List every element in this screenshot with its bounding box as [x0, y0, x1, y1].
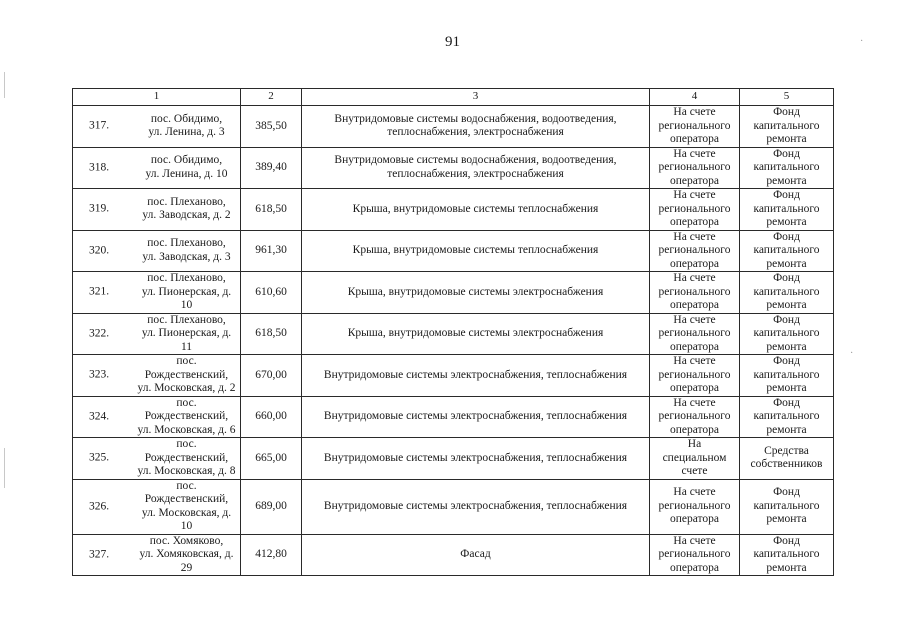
account-line: регионального — [658, 161, 731, 173]
account-line: регионального — [658, 368, 731, 381]
row-number: 317. — [89, 119, 110, 132]
account-line: На счете — [673, 355, 716, 367]
funding-line: ремонта — [766, 133, 807, 145]
funding-line: капитального — [753, 119, 820, 132]
account-line: регионального — [658, 202, 731, 215]
account-line: регионального — [658, 327, 731, 339]
works-cell: Внутридомовые системы водоснабжения, водоотведения, теплоснабжения, электроснабжения — [302, 106, 650, 148]
row-number: 325. — [89, 451, 110, 464]
funding-cell — [740, 106, 834, 148]
funding-cell — [740, 272, 834, 314]
table-body — [73, 106, 834, 576]
address-settlement: пос. Рождественский, — [144, 438, 229, 464]
table-row — [73, 106, 834, 148]
account-line: На счете — [673, 189, 716, 201]
address-settlement: пос. Хомяково, — [149, 534, 224, 547]
account-line: регионального — [658, 244, 731, 256]
address-street: ул. Пионерская, д. 10 — [141, 285, 232, 311]
repair-table — [72, 88, 834, 576]
table-row — [73, 272, 834, 314]
account-line: регионального — [658, 499, 731, 512]
address-settlement: пос. Плеханово, — [147, 272, 226, 284]
area-cell: 665,00 — [241, 438, 302, 480]
funding-cell — [740, 479, 834, 534]
scan-edge-mark-top — [4, 72, 5, 98]
funding-line: капитального — [753, 368, 820, 381]
account-line: оператора — [669, 382, 720, 394]
address-cell — [73, 534, 241, 576]
area-cell: 610,60 — [241, 272, 302, 314]
funding-line: ремонта — [766, 216, 807, 228]
scan-speck: · — [860, 36, 864, 47]
row-number: 326. — [89, 499, 110, 512]
address-street: ул. Пионерская, д. 11 — [141, 327, 232, 353]
address-cell — [73, 147, 241, 189]
funding-cell — [740, 230, 834, 272]
area-cell: 412,80 — [241, 534, 302, 576]
account-line: На счете — [673, 272, 716, 284]
address-street: ул. Заводская, д. 2 — [142, 209, 231, 222]
address-street: ул. Московская, д. 10 — [141, 506, 232, 532]
account-cell — [650, 438, 740, 480]
funding-line: ремонта — [766, 561, 807, 574]
address-street: ул. Московская, д. 6 — [137, 423, 236, 436]
funding-line: капитального — [753, 161, 820, 173]
area-cell: 689,00 — [241, 479, 302, 534]
funding-line: Фонд — [773, 189, 800, 201]
works-cell: Внутридомовые системы водоснабжения, водоотведения, теплоснабжения, электроснабжения — [302, 147, 650, 189]
account-line: оператора — [669, 423, 720, 436]
account-cell — [650, 189, 740, 231]
table-row — [73, 189, 834, 231]
works-cell: Крыша, внутридомовые системы теплоснабжения — [302, 189, 650, 231]
funding-line: капитального — [753, 327, 820, 339]
table-row — [73, 230, 834, 272]
address-cell — [73, 479, 241, 534]
table-row — [73, 438, 834, 480]
account-line: счете — [681, 465, 708, 477]
column-header: 2 — [241, 89, 302, 106]
account-line: На счете — [673, 396, 716, 409]
area-cell: 618,50 — [241, 189, 302, 231]
account-line: оператора — [669, 133, 720, 145]
account-line: регионального — [658, 285, 731, 298]
address-street: ул. Ленина, д. 3 — [148, 126, 225, 139]
account-line: На счете — [673, 313, 716, 326]
funding-line: капитального — [753, 202, 820, 215]
address-settlement: пос. Обидимо, — [150, 154, 223, 167]
address-settlement: пос. Рождественский, — [144, 396, 229, 422]
funding-line: Фонд — [773, 147, 800, 160]
funding-line: Фонд — [773, 106, 800, 118]
works-cell: Внутридомовые системы электроснабжения, теплоснабжения — [302, 355, 650, 397]
row-number: 327. — [89, 548, 110, 560]
address-cell — [73, 355, 241, 397]
funding-cell — [740, 355, 834, 397]
account-cell — [650, 396, 740, 438]
page-number: 91 — [445, 34, 460, 50]
funding-line: Фонд — [773, 313, 800, 326]
table-row — [73, 313, 834, 355]
address-settlement: пос. Плеханово, — [147, 195, 226, 208]
funding-cell — [740, 534, 834, 576]
area-cell: 670,00 — [241, 355, 302, 397]
address-cell — [73, 313, 241, 355]
address-cell — [73, 230, 241, 272]
funding-line: ремонта — [766, 340, 807, 353]
funding-line: Средства — [764, 444, 809, 457]
account-line: На счете — [673, 534, 716, 547]
funding-cell — [740, 438, 834, 480]
address-cell — [73, 272, 241, 314]
scan-edge-mark-bottom — [4, 448, 5, 488]
funding-line: Фонд — [773, 534, 800, 547]
funding-line: ремонта — [766, 513, 807, 526]
works-cell: Внутридомовые системы электроснабжения, теплоснабжения — [302, 479, 650, 534]
funding-line: ремонта — [766, 299, 807, 311]
table-row — [73, 534, 834, 576]
funding-line: ремонта — [766, 423, 807, 436]
address-street: ул. Ленина, д. 10 — [145, 167, 228, 180]
area-cell: 389,40 — [241, 147, 302, 189]
account-cell — [650, 106, 740, 148]
area-cell: 660,00 — [241, 396, 302, 438]
account-cell — [650, 313, 740, 355]
table-row — [73, 355, 834, 397]
account-line: На счете — [673, 230, 716, 243]
funding-line: капитального — [753, 244, 820, 256]
works-cell: Крыша, внутридомовые системы теплоснабжения — [302, 230, 650, 272]
column-header: 1 — [73, 89, 241, 106]
account-cell — [650, 147, 740, 189]
table-row — [73, 479, 834, 534]
funding-cell — [740, 189, 834, 231]
funding-line: Фонд — [773, 355, 800, 367]
account-line: оператора — [669, 257, 720, 270]
funding-line: ремонта — [766, 382, 807, 394]
account-line: На счете — [673, 106, 716, 118]
address-street: ул. Заводская, д. 3 — [142, 250, 231, 263]
account-line: оператора — [669, 513, 720, 526]
area-cell: 618,50 — [241, 313, 302, 355]
funding-line: Фонд — [773, 396, 800, 409]
address-settlement: пос. Рождественский, — [144, 355, 229, 381]
funding-line: ремонта — [766, 174, 807, 187]
works-cell: Внутридомовые системы электроснабжения, теплоснабжения — [302, 396, 650, 438]
row-number: 323. — [89, 368, 110, 381]
address-settlement: пос. Обидимо, — [150, 112, 223, 125]
address-street: ул. Московская, д. 2 — [137, 382, 236, 394]
funding-line: капитального — [753, 285, 820, 298]
account-cell — [650, 272, 740, 314]
table-row — [73, 147, 834, 189]
account-line: регионального — [658, 410, 731, 422]
funding-cell — [740, 313, 834, 355]
address-settlement: пос. Плеханово, — [147, 237, 226, 250]
funding-line: капитального — [753, 410, 820, 422]
works-cell: Фасад — [302, 534, 650, 576]
funding-line: ремонта — [766, 257, 807, 270]
table-header-row — [73, 89, 834, 106]
account-line: оператора — [669, 340, 720, 353]
address-cell — [73, 189, 241, 231]
account-cell — [650, 479, 740, 534]
account-line: На счете — [673, 147, 716, 160]
column-header: 5 — [740, 89, 834, 106]
funding-cell — [740, 396, 834, 438]
address-street: ул. Хомяковская, д. 29 — [139, 548, 234, 574]
row-number: 324. — [89, 410, 110, 422]
works-cell: Внутридомовые системы электроснабжения, теплоснабжения — [302, 438, 650, 480]
column-header: 3 — [302, 89, 650, 106]
account-line: оператора — [669, 299, 720, 311]
account-line: оператора — [669, 174, 720, 187]
account-cell — [650, 230, 740, 272]
column-header: 4 — [650, 89, 740, 106]
funding-line: капитального — [753, 499, 820, 512]
address-settlement: пос. Плеханово, — [147, 313, 226, 326]
address-settlement: пос. Рождественский, — [144, 479, 229, 505]
row-number: 319. — [89, 202, 110, 215]
area-cell: 961,30 — [241, 230, 302, 272]
table-row — [73, 396, 834, 438]
scan-speck: · — [850, 348, 854, 359]
area-cell: 385,50 — [241, 106, 302, 148]
account-line: На счете — [673, 486, 716, 499]
row-number: 318. — [89, 161, 110, 173]
account-line: регионального — [658, 119, 731, 132]
address-cell — [73, 106, 241, 148]
funding-cell — [740, 147, 834, 189]
row-number: 320. — [89, 244, 110, 256]
funding-line: Фонд — [773, 272, 800, 284]
account-line: На — [687, 438, 702, 450]
account-line: регионального — [658, 548, 731, 560]
works-cell: Крыша, внутридомовые системы электроснабжения — [302, 272, 650, 314]
account-cell — [650, 355, 740, 397]
row-number: 322. — [89, 327, 110, 339]
address-cell — [73, 438, 241, 480]
funding-line: капитального — [753, 548, 820, 560]
row-number: 321. — [89, 285, 110, 298]
account-line: специальном — [662, 451, 727, 464]
account-cell — [650, 534, 740, 576]
funding-line: Фонд — [773, 230, 800, 243]
address-street: ул. Московская, д. 8 — [137, 465, 236, 477]
address-cell — [73, 396, 241, 438]
funding-line: Фонд — [773, 486, 800, 499]
account-line: оператора — [669, 561, 720, 574]
funding-line: собственников — [750, 458, 823, 471]
works-cell: Крыша, внутридомовые системы электроснабжения — [302, 313, 650, 355]
account-line: оператора — [669, 216, 720, 228]
